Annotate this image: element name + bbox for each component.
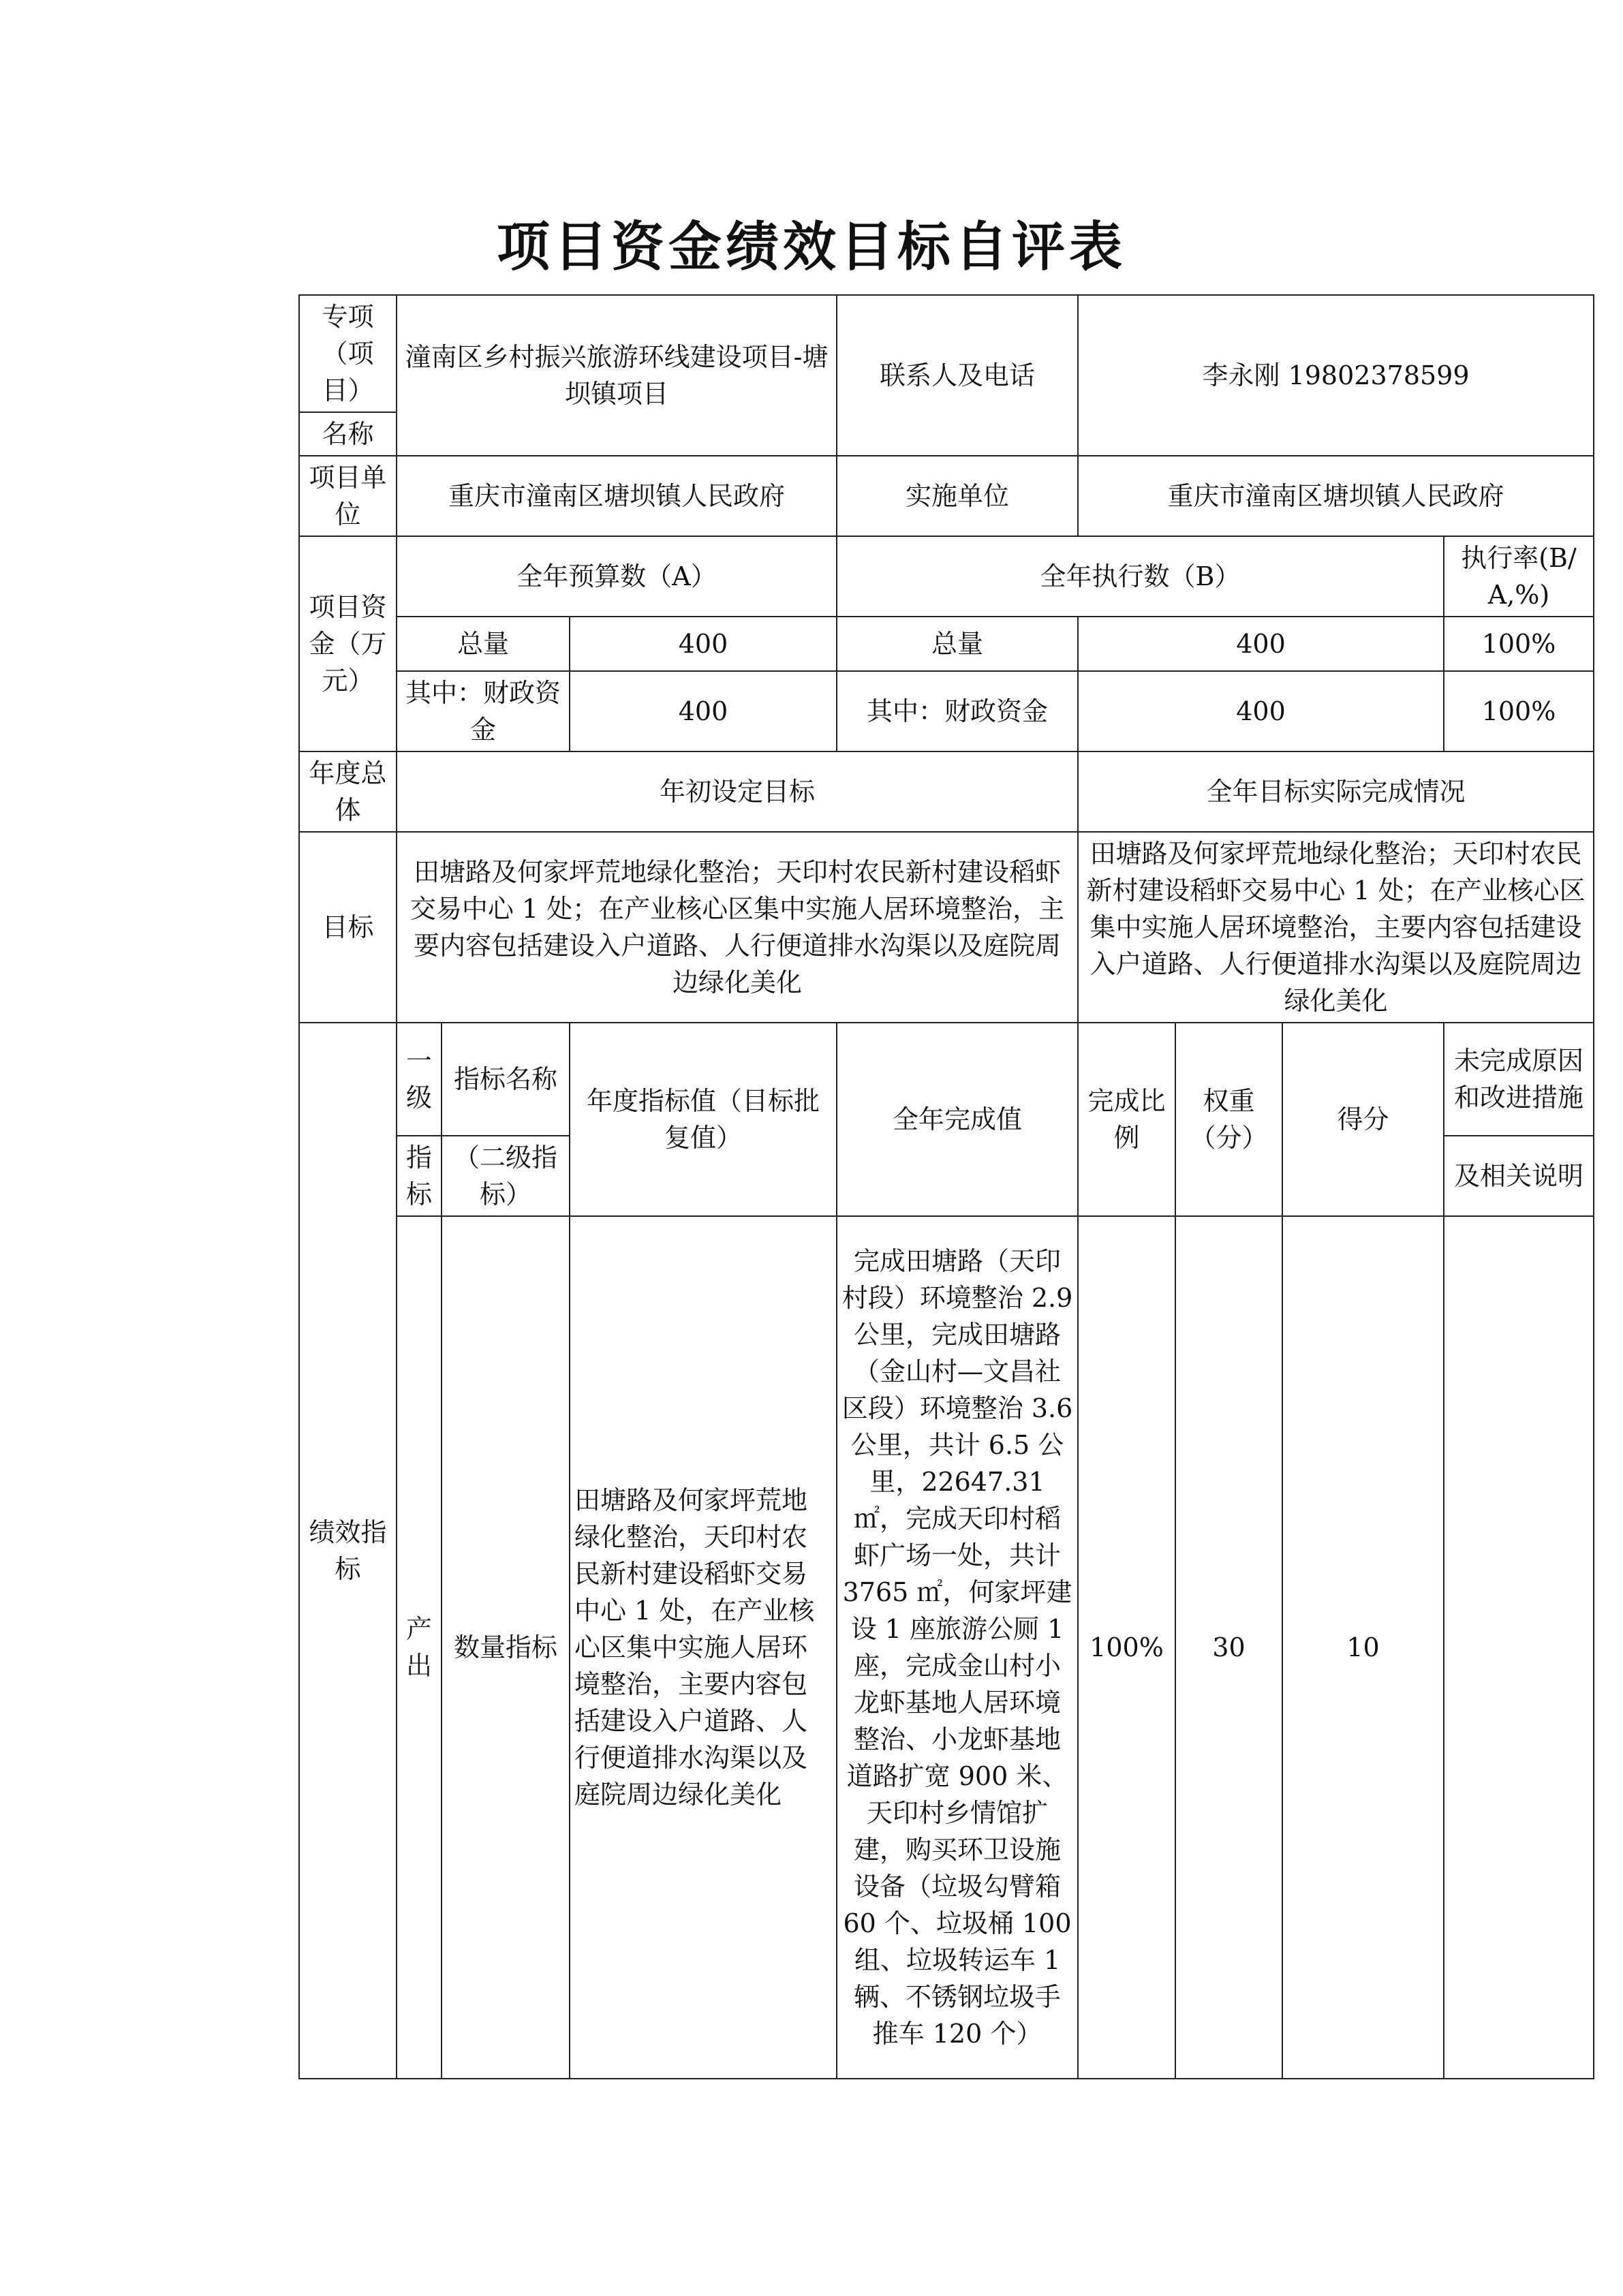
project-name-value: 潼南区乡村振兴旅游环线建设项目-塘坝镇项目	[397, 295, 837, 456]
total-label: 总量	[397, 617, 570, 671]
total-budget: 400	[570, 617, 837, 671]
col-level1-top: 一级	[397, 1023, 442, 1136]
contact-label: 联系人及电话	[837, 295, 1078, 456]
indicators-section-label: 绩效指标	[299, 1023, 397, 2079]
fiscal-exec: 400	[1078, 671, 1444, 751]
project-unit-value: 重庆市潼南区塘坝镇人民政府	[397, 456, 837, 536]
row-reason	[1444, 1216, 1594, 2079]
col-name-bottom: （二级指标）	[442, 1136, 570, 1216]
row-complete-value: 完成田塘路（天印村段）环境整治 2.9 公里，完成田塘路（金山村—文昌社区段）环境整治 3.6 公里，共计 6.5 公里，22647.31 ㎡，完成天印村稻虾广场一处，共计 3765 ㎡，何家坪建设 1 座旅游公厕 1 座，完成金山村小龙虾基地人居环境整治、小龙虾基地道路扩宽 900 米、天印村乡情馆扩建，购买环卫设施设备（垃圾勾臂箱 60 个、垃圾桶 100 组、垃圾转运车 1 辆、不锈钢垃圾手推车 120 个）	[837, 1216, 1078, 2079]
row-annual-value: 田塘路及何家坪荒地绿化整治，天印村农民新村建设稻虾交易中心 1 处，在产业核心区集中实施人居环境整治，主要内容包括建设入户道路、人行便道排水沟渠以及庭院周边绿化美化	[570, 1216, 837, 2079]
col-score: 得分	[1282, 1023, 1444, 1216]
col-ratio: 完成比例	[1078, 1023, 1175, 1216]
col-reason-top: 未完成原因和改进措施	[1444, 1023, 1594, 1136]
project-name-label: 专项（项目）	[299, 295, 397, 412]
overall-label: 年度总体	[299, 751, 397, 832]
initial-goal-text: 田塘路及何家坪荒地绿化整治；天印村农民新村建设稻虾交易中心 1 处；在产业核心区集中实施人居环境整治，主要内容包括建设入户道路、人行便道排水沟渠以及庭院周边绿化美化	[397, 832, 1078, 1023]
project-unit-label: 项目单位	[299, 456, 397, 536]
col-annual: 年度指标值（目标批复值）	[570, 1023, 837, 1216]
fiscal-budget: 400	[570, 671, 837, 751]
fiscal-label-exec: 其中：财政资金	[837, 671, 1078, 751]
row-score: 10	[1282, 1216, 1444, 2079]
row-level1: 产出	[397, 1216, 442, 2079]
col-reason-bottom: 及相关说明	[1444, 1136, 1594, 1216]
fiscal-label: 其中：财政资金	[397, 671, 570, 751]
actual-goal-text: 田塘路及何家坪荒地绿化整治；天印村农民新村建设稻虾交易中心 1 处；在产业核心区集中实施人居环境整治，主要内容包括建设入户道路、人行便道排水沟渠以及庭院周边绿化美化	[1078, 832, 1594, 1023]
total-rate: 100%	[1444, 617, 1594, 671]
self-evaluation-table	[298, 294, 1594, 2079]
col-complete: 全年完成值	[837, 1023, 1078, 1216]
row-indicator-name: 数量指标	[442, 1216, 570, 2079]
exec-header: 全年执行数（B）	[837, 536, 1444, 617]
funds-label: 项目资金（万元）	[299, 536, 397, 751]
col-level1-bottom: 指标	[397, 1136, 442, 1216]
impl-unit-label: 实施单位	[837, 456, 1078, 536]
col-weight: 权重（分）	[1175, 1023, 1282, 1216]
budget-header: 全年预算数（A）	[397, 536, 837, 617]
contact-value: 李永刚 19802378599	[1078, 295, 1594, 456]
row-weight: 30	[1175, 1216, 1282, 2079]
page-title: 项目资金绩效目标自评表	[496, 217, 1126, 278]
project-name-label-bottom: 名称	[299, 412, 397, 456]
total-exec: 400	[1078, 617, 1444, 671]
actual-goal-header: 全年目标实际完成情况	[1078, 751, 1594, 832]
rate-header: 执行率(B/A,%)	[1444, 536, 1594, 617]
initial-goal-header: 年初设定目标	[397, 751, 1078, 832]
fiscal-rate: 100%	[1444, 671, 1594, 751]
col-name-top: 指标名称	[442, 1023, 570, 1136]
impl-unit-value: 重庆市潼南区塘坝镇人民政府	[1078, 456, 1594, 536]
row-ratio: 100%	[1078, 1216, 1175, 2079]
target-label: 目标	[299, 832, 397, 1023]
total-label-exec: 总量	[837, 617, 1078, 671]
